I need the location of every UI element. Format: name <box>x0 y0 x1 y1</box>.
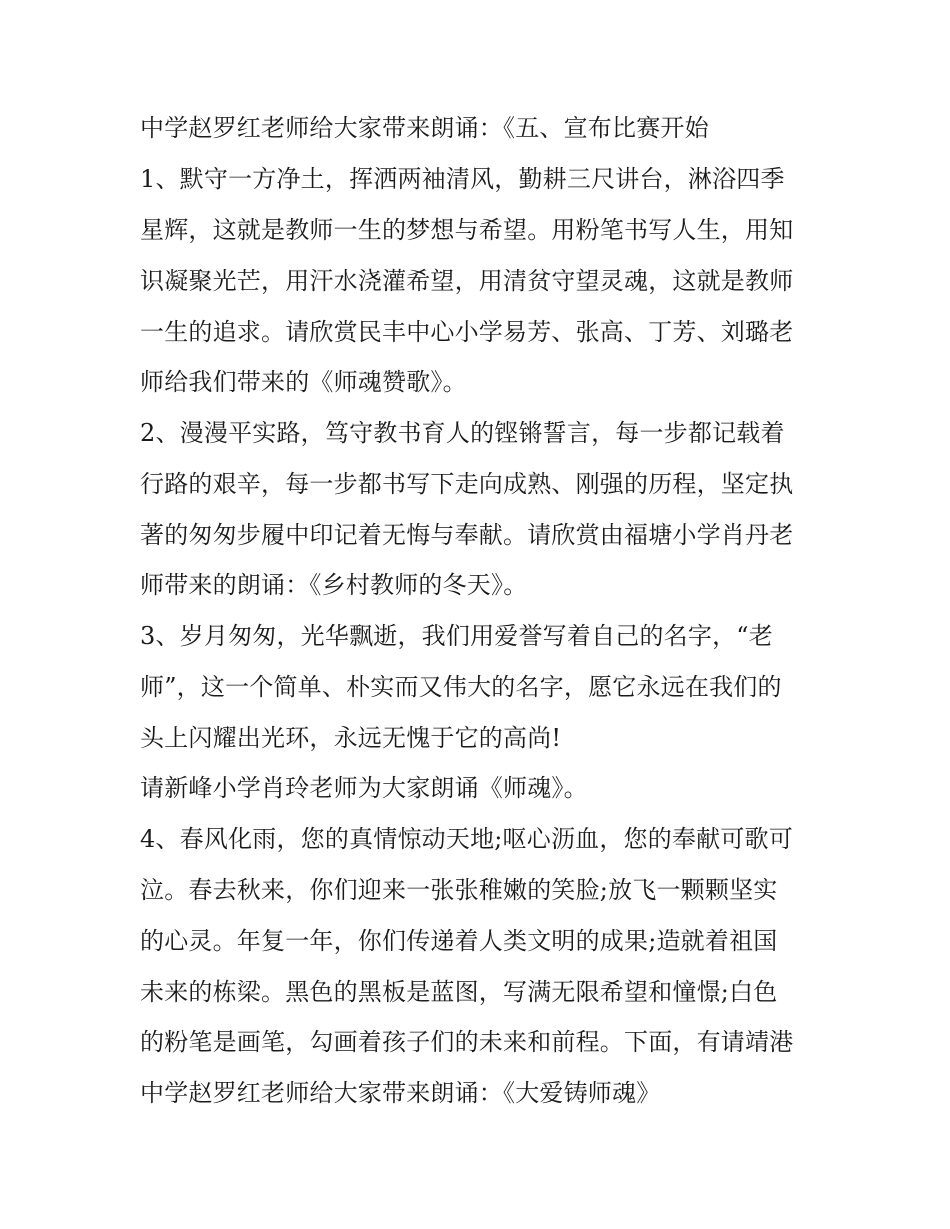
text-line: 中学赵罗红老师给大家带来朗诵：《大爱铸师魂》 <box>140 1079 661 1107</box>
text-line: 请新峰小学肖玲老师为大家朗诵《师魂》。 <box>140 774 588 802</box>
text-line: 头上闪耀出光环，永远无愧于它的高尚! <box>140 724 562 752</box>
text-line: 师”，这一个简单、朴实而又伟大的名字，愿它永远在我们的 <box>140 673 782 701</box>
text-line: 泣。春去秋来，你们迎来一张张稚嫩的笑脸;放飞一颗颗坚实 <box>140 876 778 904</box>
text-line: 识凝聚光芒，用汗水浇灌希望，用清贫守望灵魂，这就是教师 <box>140 267 794 295</box>
text-line: 的粉笔是画笔，勾画着孩子们的未来和前程。下面，有请靖港 <box>140 1028 794 1056</box>
text-line: 行路的艰辛，每一步都书写下走向成熟、刚强的历程，坚定执 <box>140 470 794 498</box>
text-line: 著的匆匆步履中印记着无悔与奉献。请欣赏由福塘小学肖丹老 <box>140 521 794 549</box>
text-line: 中学赵罗红老师给大家带来朗诵：《五、宣布比赛开始 <box>140 114 709 142</box>
text-line: 的心灵。年复一年，你们传递着人类文明的成果;造就着祖国 <box>140 927 778 955</box>
text-line: 未来的栋梁。黑色的黑板是蓝图，写满无限希望和憧憬;白色 <box>140 978 778 1006</box>
text-line: 一生的追求。请欣赏民丰中心小学易芳、张高、丁芳、刘璐老 <box>140 318 794 346</box>
text-line: 4、春风化雨，您的真情惊动天地;呕心沥血，您的奉献可歌可 <box>140 825 793 853</box>
text-line: 师带来的朗诵：《乡村教师的冬天》。 <box>140 571 528 599</box>
text-line: 1、默守一方净土，挥洒两袖清风，勤耕三尺讲台，淋浴四季 <box>140 165 785 193</box>
text-line: 星辉，这就是教师一生的梦想与希望。用粉笔书写人生，用知 <box>140 216 794 244</box>
text-line: 3、岁月匆匆，光华飘逝，我们用爱誉写着自己的名字，“老 <box>140 622 773 650</box>
text-line: 师给我们带来的《师魂赞歌》。 <box>140 368 467 396</box>
text-line: 2、漫漫平实路，笃守教书育人的铿锵誓言，每一步都记载着 <box>140 419 785 447</box>
